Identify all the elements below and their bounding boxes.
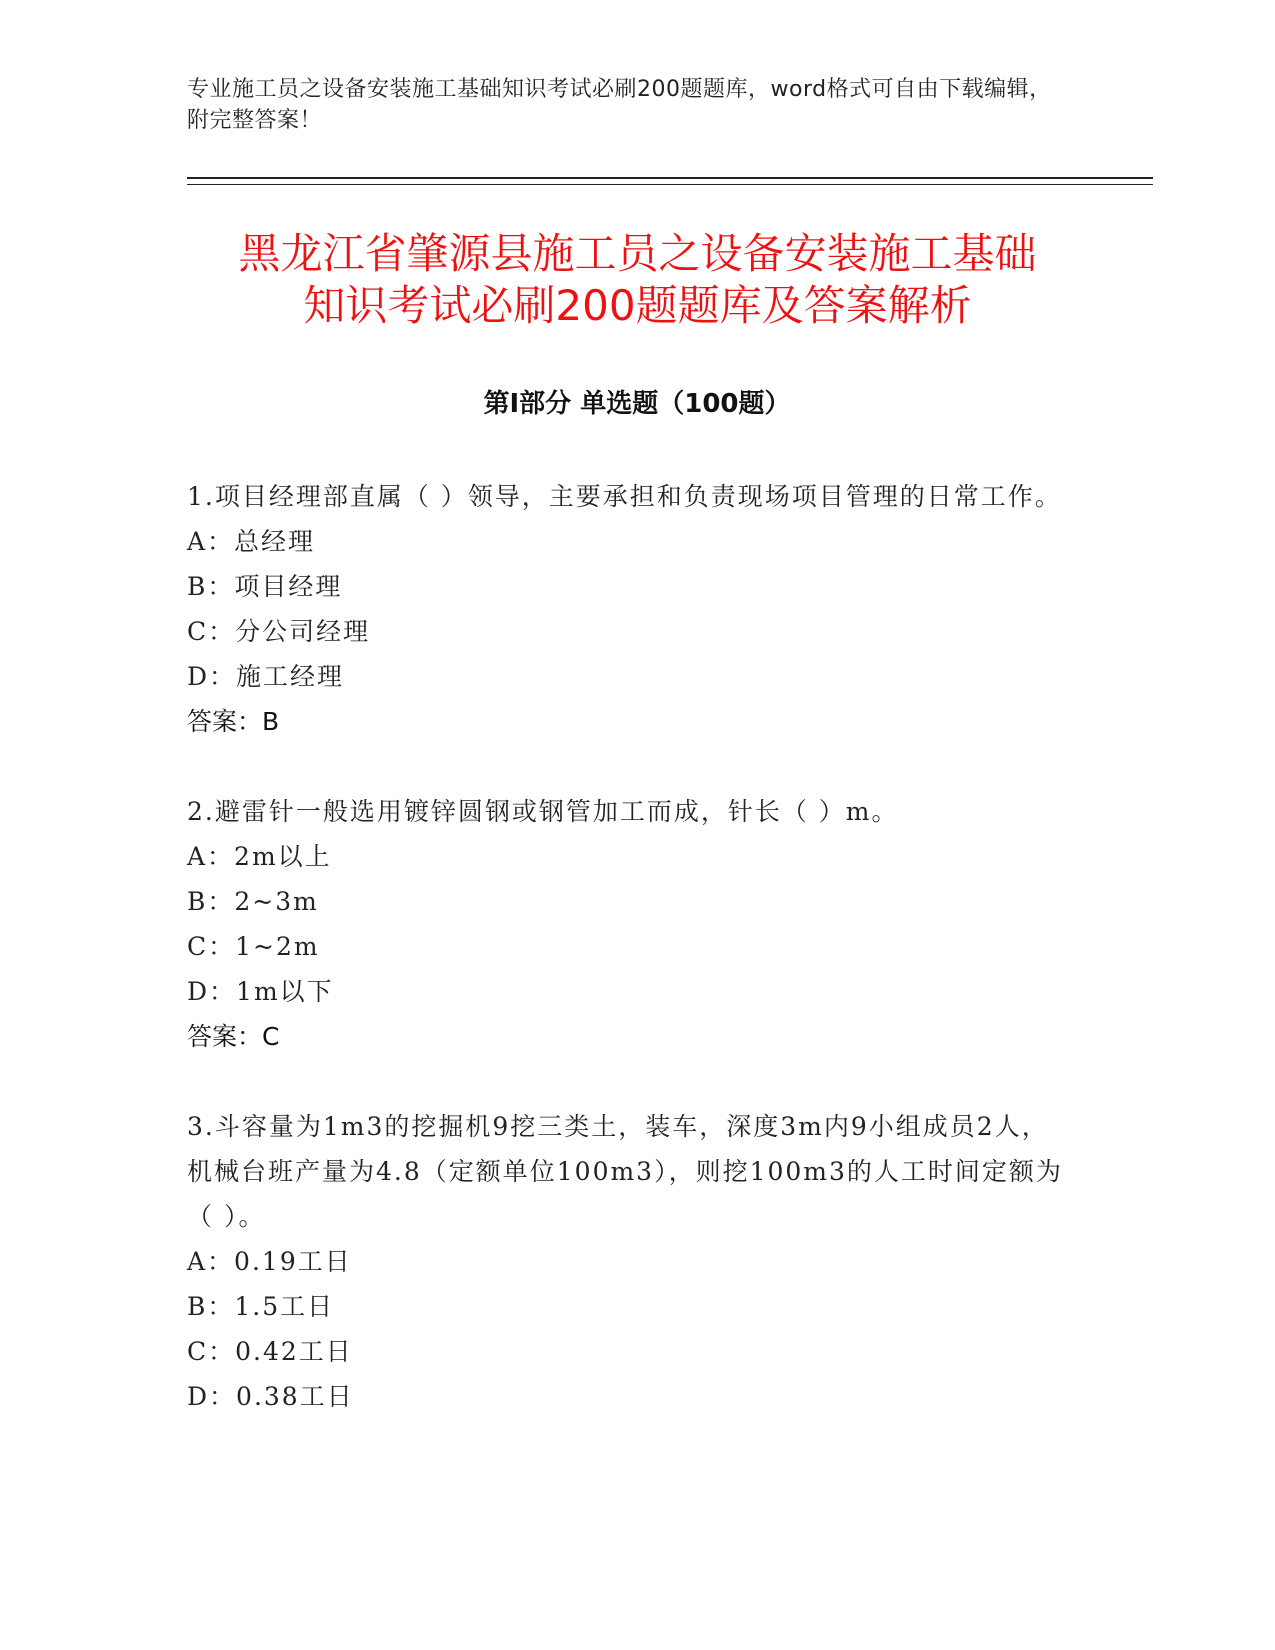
option-c: C：1~2m (187, 932, 320, 961)
option-a: A：2m以上 (187, 842, 332, 871)
option-d: D：施工经理 (187, 662, 345, 691)
option-b: B：2~3m (187, 887, 319, 916)
option-b: B：1.5工日 (187, 1292, 335, 1321)
question-list (187, 474, 1067, 1464)
question-stem: 3.斗容量为1m3的挖掘机9挖三类土，装车，深度3m内9小组成员2人，机械台班产量为4.8（定额单位100m3），则挖100m3的人工时间定额为（ ）。 (187, 1112, 1063, 1231)
question-2 (187, 789, 1067, 1059)
question-1 (187, 474, 1067, 744)
option-d: D：0.38工日 (187, 1382, 354, 1411)
question-stem: 2.避雷针一般选用镀锌圆钢或钢管加工而成，针长（ ）m。 (187, 797, 899, 826)
header-rule-thick (187, 177, 1153, 179)
document-title (180, 228, 1095, 332)
section-title: 第I部分 单选题（100题） (483, 389, 791, 419)
option-a: A：0.19工日 (187, 1247, 352, 1276)
option-a: A：总经理 (187, 527, 316, 556)
answer: 答案：B (187, 707, 280, 736)
option-c: C：0.42工日 (187, 1337, 353, 1366)
document-title-line-1: 黑龙江省肇源县施工员之设备安装施工基础 (238, 229, 1037, 278)
answer: 答案：C (187, 1022, 280, 1051)
document-title-line-2: 知识考试必刷200题题库及答案解析 (303, 281, 972, 330)
option-d: D：1m以下 (187, 977, 334, 1006)
option-c: C：分公司经理 (187, 617, 371, 646)
header-note: 专业施工员之设备安装施工基础知识考试必刷200题题库，word格式可自由下载编辑，附完整答案！ (187, 77, 1052, 133)
question-stem: 1.项目经理部直属（ ）领导，主要承担和负责现场项目管理的日常工作。 (187, 482, 1062, 511)
header-rule-thin (187, 184, 1153, 185)
option-b: B：项目经理 (187, 572, 343, 601)
question-3 (187, 1104, 1067, 1419)
